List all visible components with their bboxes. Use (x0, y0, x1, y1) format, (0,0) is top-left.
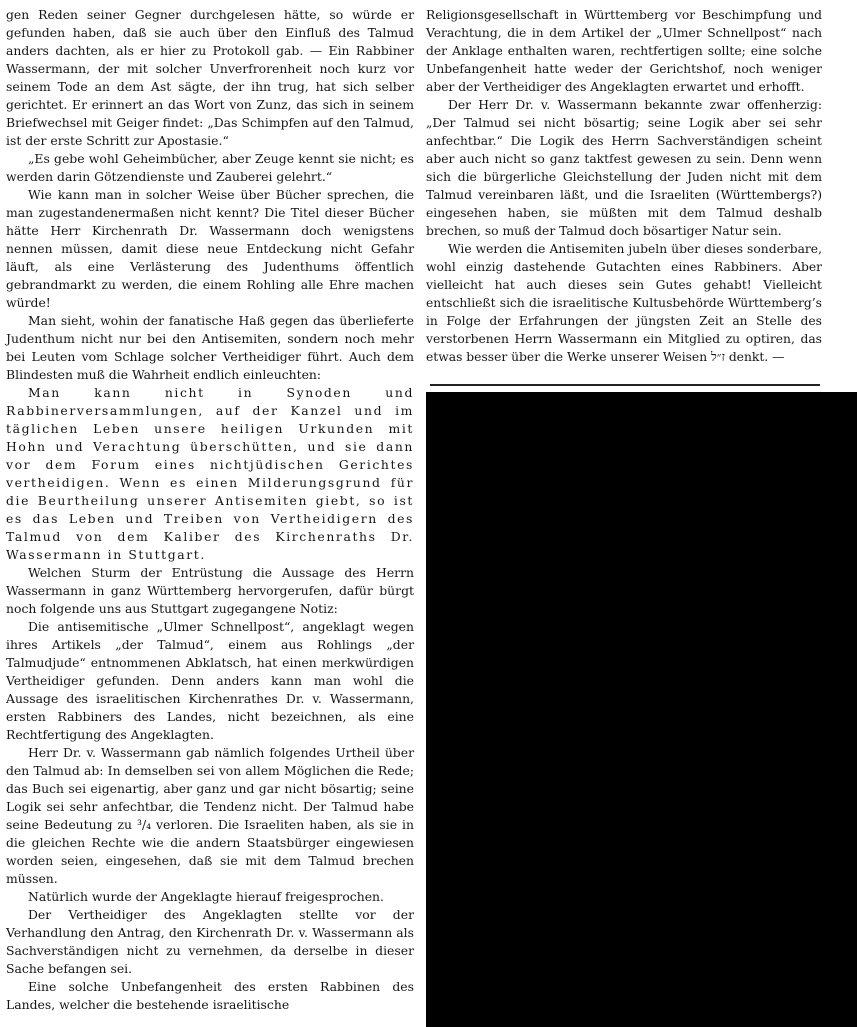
notice-paragraph: Herr Dr. v. Wassermann gab nämlich folgendes Urtheil über den Talmud ab: In demselben sei von allem Möglichen die Rede; das Buch sei eigenartig, aber ganz und gar nicht bösartig; seine Logik sei sehr anfechtbar, die Tendenz nicht. Der Talmud habe seine Bedeutung zu ³/₄ verloren. Die Israeliten haben, als sie in die gleichen Rechte wie die andern Staatsbürger eingewiesen worden seien, eingesehen, daß sie mit dem Talmud brechen müssen. (6, 745, 414, 886)
paragraph: Der Herr Dr. v. Wassermann bekannte zwar offenherzig: „Der Talmud sei nicht bösartig; seine Logik aber sei sehr anfechtbar.“ Die Logik des Herrn Sachverständigen scheint aber auch nicht so ganz taktfest gewesen zu sein. Denn wenn sich die bürgerliche Gleichstellung der Juden nicht mit dem Talmud vereinbaren läßt, und die Israeliten (Württembergs?) eingesehen haben, sie müßten mit dem Talmud deshalb brechen, so muß der Talmud doch bösartiger Natur sein. (426, 98, 822, 238)
blank-scan-area (426, 392, 857, 1027)
notice-paragraph: Der Vertheidiger des Angeklagten stellte vor der Verhandlung den Antrag, den Kirchenrath Dr. v. Wassermann als Sachverständigen nicht zu vernehmen, da derselbe in dieser Sache befangen sei. (6, 907, 414, 976)
paragraph: Welchen Sturm der Entrüstung die Aussage des Herrn Wassermann in ganz Württemberg hervorgerufen, dafür bürgt noch folgende uns aus Stuttgart zugegangene Notiz: (6, 565, 414, 616)
paragraph: Religionsgesellschaft in Württemberg vor Beschimpfung und Verachtung, die in dem Artikel der „Ulmer Schnellpost“ nach der Anklage enthalten waren, rechtfertigen sollte; eine solche Unbefangenheit hatte weder der Gerichtshof, noch weniger aber der Vertheidiger des Angeklagten erwartet und erhofft. (426, 8, 822, 94)
right-column (426, 6, 822, 366)
notice-paragraph: Die antisemitische „Ulmer Schnellpost“, angeklagt wegen ihres Artikels „der Talmud“, einem aus Rohlings „der Talmudjude“ entnommenen Abklatsch, hat einen merkwürdigen Vertheidiger gefunden. Denn anders kann man wohl die Aussage des israelitischen Kirchenrathes Dr. v. Wassermann, ersten Rabbiners des Landes, nicht bezeichnen, als eine Rechtfertigung des Angeklagten. (6, 619, 414, 742)
paragraph: gen Reden seiner Gegner durchgelesen hätte, so würde er gefunden haben, daß sie auch über den Einfluß des Talmud anders dachten, als er hier zu Protokoll gab. — Ein Rabbiner Wassermann, der mit solcher Unverfrorenheit noch kurz vor seinem Tode an dem Ast sägte, der ihn trug, hat sich selber gerichtet. Er erinnert an das Wort von Zunz, das sich in seinem Briefwechsel mit Geiger findet: „Das Schimpfen auf den Talmud, ist der erste Schritt zur Apostasie.“ (6, 7, 414, 148)
quote-paragraph: „Es gebe wohl Geheimbücher, aber Zeuge kennt sie nicht; es werden darin Götzendienste und Zauberei gelehrt.“ (6, 151, 414, 184)
end-rule (430, 384, 820, 386)
emphasized-paragraph: Man kann nicht in Synoden und Rabbinerversammlungen, auf der Kanzel und im täglichen Leben unsere heiligen Urkunden mit Hohn und Verachtung überschütten, und sie dann vor dem Forum eines nichtjüdischen Gerichtes vertheidigen. Wenn es einen Milderungsgrund für die Beurtheilung unserer Antisemiten giebt, so ist es das Leben und Treiben von Vertheidigern des Talmud von dem Kaliber des Kirchenraths Dr. Wassermann in Stuttgart. (6, 385, 414, 562)
notice-paragraph: Eine solche Unbefangenheit des ersten Rabbinen des Landes, welcher die bestehende israelitische (6, 979, 414, 1012)
notice-paragraph: Natürlich wurde der Angeklagte hierauf freigesprochen. (28, 889, 384, 904)
paragraph: Wie werden die Antisemiten jubeln über dieses sonderbare, wohl einzig dastehende Gutachten eines Rabbiners. Aber vielleicht hat auch dieses sein Gutes gehabt! Vielleicht entschließt sich die israelitische Kultusbehörde Württemberg’s in Folge der Erfahrungen der jüngsten Zeit an Stelle des verstorbenen Herrn Wassermann ein Mitglied zu optiren, das etwas besser über die Werke unserer Weisen ז״ל denkt. — (426, 242, 822, 364)
paragraph: Man sieht, wohin der fanatische Haß gegen das überlieferte Judenthum nicht nur bei den Antisemiten, sondern noch mehr bei Leuten vom Schlage solcher Vertheidiger führt. Auch dem Blindesten muß die Wahrheit endlich einleuchten: (6, 313, 414, 382)
paragraph: Wie kann man in solcher Weise über Bücher sprechen, die man zugestandenermaßen nicht kennt? Die Titel dieser Bücher hätte Herr Kirchenrath Dr. Wassermann doch wenigstens nennen müssen, damit diese neue Entdeckung nicht Gefahr läuft, als eine Verlästerung des Judenthums öffentlich gebrandmarkt zu werden, die einem Rohling alle Ehre machen würde! (6, 187, 414, 310)
left-column (6, 6, 414, 1014)
